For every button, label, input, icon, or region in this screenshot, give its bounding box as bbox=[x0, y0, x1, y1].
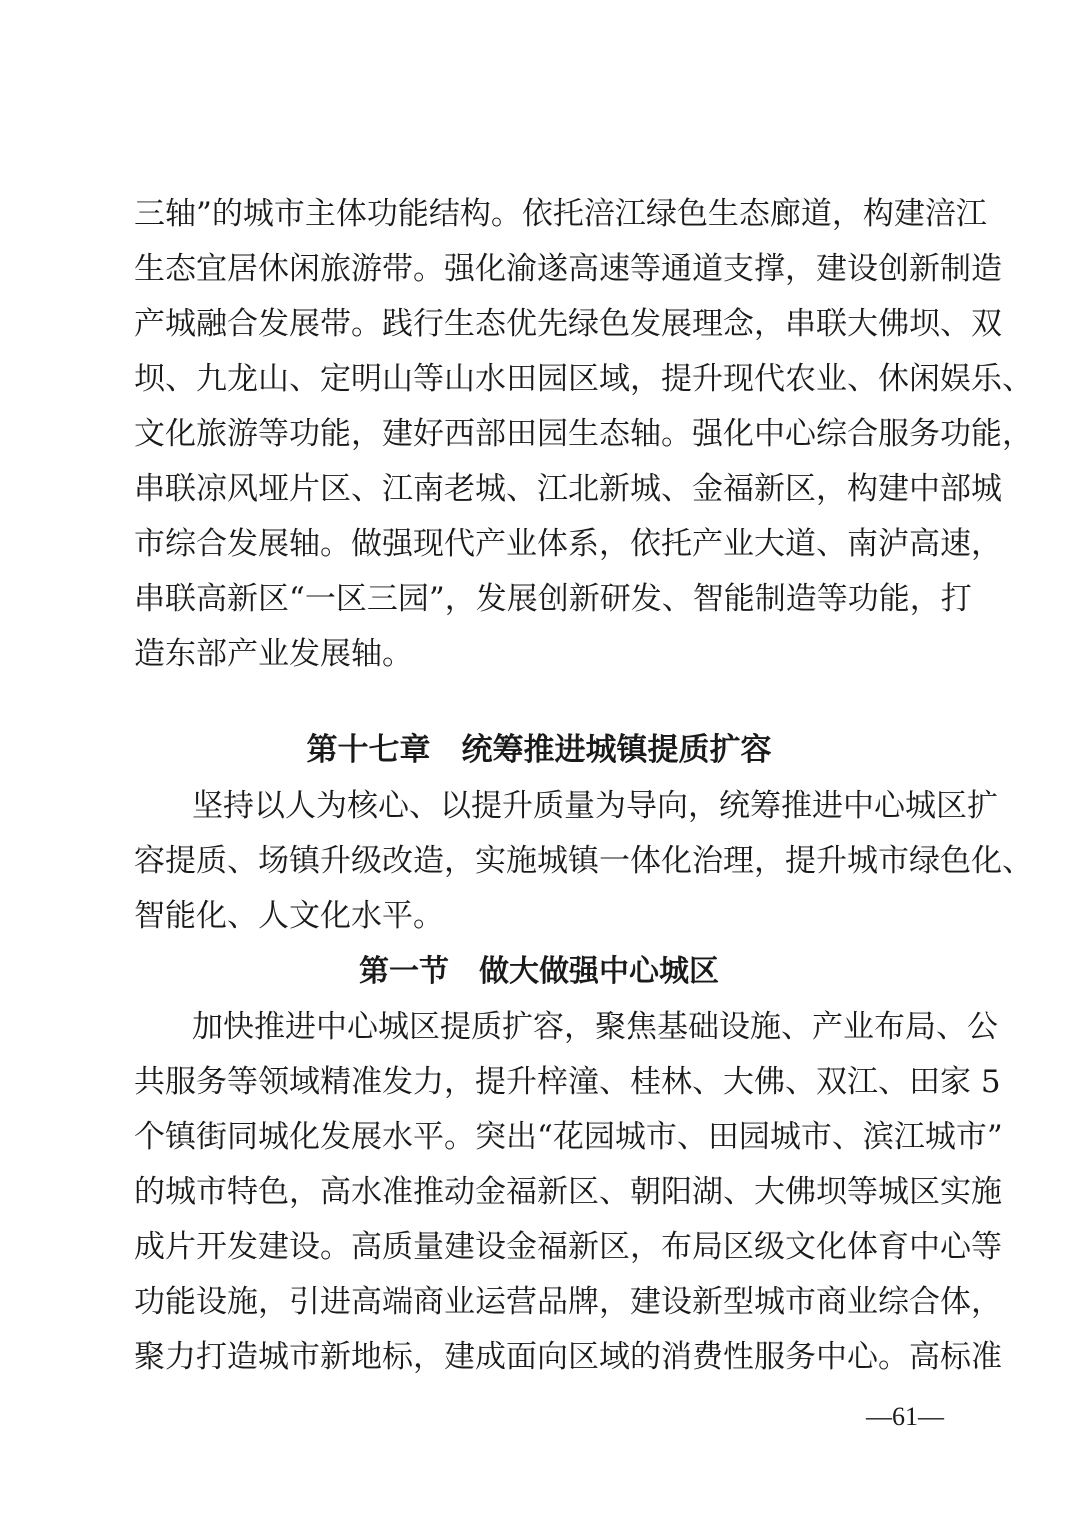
paragraph-line: 智能化、人文化水平。 bbox=[134, 898, 444, 934]
paragraph-line: 的城市特色，高水准推动金福新区、朝阳湖、大佛坝等城区实施 bbox=[134, 1174, 1002, 1210]
paragraph-line: 功能设施，引进高端商业运营品牌，建设新型城市商业综合体， bbox=[134, 1284, 1002, 1320]
paragraph-line: 生态宜居休闲旅游带。强化渝遂高速等通道支撑，建设创新制造 bbox=[134, 251, 1002, 287]
paragraph-line: 加快推进中心城区提质扩容，聚焦基础设施、产业布局、公 bbox=[192, 1009, 998, 1045]
paragraph-line: 成片开发建设。高质量建设金福新区，布局区级文化体育中心等 bbox=[134, 1229, 1002, 1265]
paragraph-line: 坝、九龙山、定明山等山水田园区域，提升现代农业、休闲娱乐、 bbox=[134, 361, 1033, 397]
paragraph-line: 聚力打造城市新地标，建成面向区域的消费性服务中心。高标准 bbox=[134, 1339, 1002, 1375]
paragraph-line: 容提质、场镇升级改造，实施城镇一体化治理，提升城市绿色化、 bbox=[134, 843, 1033, 879]
paragraph-line: 个镇街同城化发展水平。突出“花园城市、田园城市、滨江城市” bbox=[134, 1119, 1003, 1155]
chapter-title: 第十七章 统筹推进城镇提质扩容 bbox=[306, 732, 772, 768]
paragraph-line: 产城融合发展带。践行生态优先绿色发展理念，串联大佛坝、双 bbox=[134, 306, 1002, 342]
paragraph-line: 三轴”的城市主体功能结构。依托涪江绿色生态廊道，构建涪江 bbox=[134, 196, 987, 232]
paragraph-line: 共服务等领域精准发力，提升梓潼、桂林、大佛、双江、田家 5 bbox=[134, 1064, 1001, 1100]
paragraph-line: 串联高新区“一区三园”，发展创新研发、智能制造等功能，打 bbox=[134, 581, 972, 617]
section-title: 第一节 做大做强中心城区 bbox=[359, 954, 719, 989]
paragraph-line: 造东部产业发展轴。 bbox=[134, 636, 413, 672]
paragraph-line: 市综合发展轴。做强现代产业体系，依托产业大道、南泸高速， bbox=[134, 526, 1002, 562]
paragraph-line: 串联凉风垭片区、江南老城、江北新城、金福新区，构建中部城 bbox=[134, 471, 1002, 507]
paragraph-line: 坚持以人为核心、以提升质量为导向，统筹推进中心城区扩 bbox=[192, 788, 998, 824]
paragraph-line: 文化旅游等功能，建好西部田园生态轴。强化中心综合服务功能， bbox=[134, 416, 1033, 452]
page-number: —61— bbox=[866, 1402, 944, 1431]
